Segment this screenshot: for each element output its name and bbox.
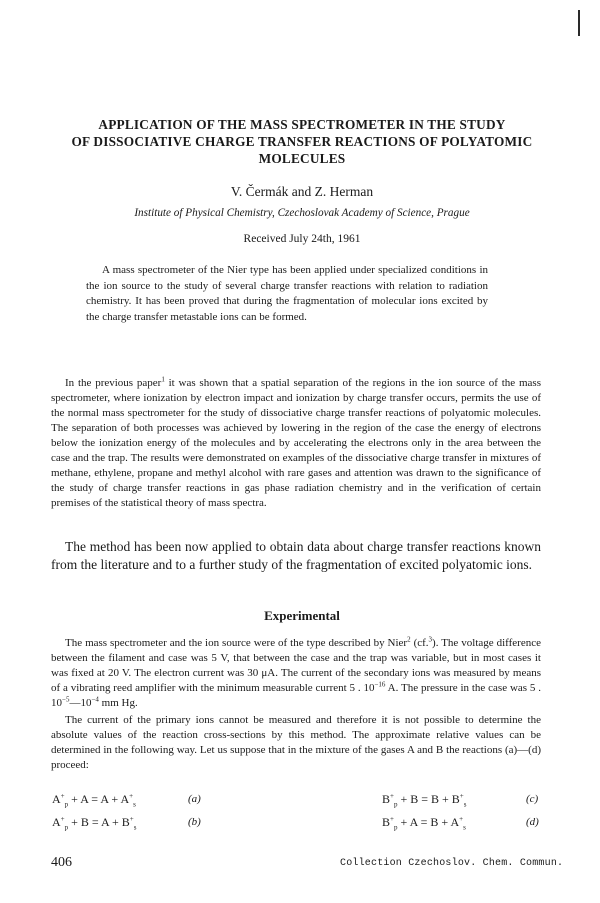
equation-c: $B^+_p + B = B + B^+_s$ [382,792,467,809]
abstract [86,263,488,325]
experimental-heading: Experimental [264,608,340,623]
paper-title [36,116,568,167]
intro-section [51,376,541,511]
intro-paragraph-2: The method has been now applied to obtain data about charge transfer reactions known from the literature and to a further study of the fragmentation of excited polyatomic ions. [51,539,541,572]
journal-name: Collection Czechoslov. Chem. Commun. [340,858,564,869]
authors: V. Čermák and Z. Herman [230,184,374,199]
experimental-section [51,636,541,773]
equation-a-label: (a) [188,793,201,805]
equation-b: $A^+_p + B = A + B^+_s$ [52,815,137,832]
page-number: 406 [51,855,72,870]
affiliation: Institute of Physical Chemistry, Czechoslovak Academy of Science, Prague [134,207,470,219]
ref-1: 1 [161,375,165,384]
abstract-text: A mass spectrometer of the Nier type has been applied under specialized conditions in the ion source to the study of several charge transfer reactions with relation to radiation chemistry. It has been proved that during the fragmentation of molecular ions excited by the charge transfer metastable ions can be formed. [86,264,488,323]
received-date: Received July 24th, 1961 [243,233,361,245]
experimental-paragraph-1: The mass spectrometer and the ion source were of the type described by Nier$^2$ (cf.$^3$). The voltage difference between the filament and case was 5 V, that between the case and the trap was variable, but in most cases it was fixed at 20 V. The electron current was 30 μA. The current of the secondary ions was measured by means of a vibrating reed amplifier with the minimum measurable current 5 . $10^{-16}$ A. The pressure in the case was 5 . $10^{-5}—10^{-4}$ mm Hg. [51,635,541,709]
intro-paragraph-1: In the previous paper$^1$ it was shown that a spatial separation of the regions in the ion source of the mass spectrometer, where ionization by electron impact and ionization by charge transfer occurs, permits the use of the normal mass spectrometer for the study of dissociative charge transfer reactions of polyatomic molecules. The separation of both processes was achieved by lowering in the region of the case the energy of electrons below the ionization energy of the molecules and by accelerating the electrons only in the area between the case and the trap. The results were demonstrated on examples of the dissociative charge transfer in mixtures of methane, ethylene, propane and methyl alcohol with rare gases and attention was drawn to the significance of the study of charge transfer reactions in gas phase radiation chemistry and in the verification of certain premises of the statistical theory of mass spectra. [51,375,541,509]
intro-paragraph-2-block [51,538,541,574]
equation-b-label: (b) [188,816,201,828]
equation-d-label: (d) [526,816,539,828]
equation-d: $B^+_p + A = B + A^+_s$ [382,815,466,832]
title-line-1: APPLICATION OF THE MASS SPECTROMETER IN THE STUDY [98,117,506,132]
equation-c-label: (c) [526,793,539,805]
page-corner-mark [578,10,580,36]
title-line-2: OF DISSOCIATIVE CHARGE TRANSFER REACTIONS OF POLYATOMIC [71,134,533,149]
title-line-3: MOLECULES [258,151,346,166]
equation-a: $A^+_p + A = A + A^+_s$ [52,792,136,809]
experimental-paragraph-2: The current of the primary ions cannot be measured and therefore it is not possible to determine the absolute values of the reaction cross-sections by this method. The approximate relative values can be determined in the following way. Let us suppose that in the mixture of the gases A and B the reactions (a)—(d) proceed: [51,714,541,771]
